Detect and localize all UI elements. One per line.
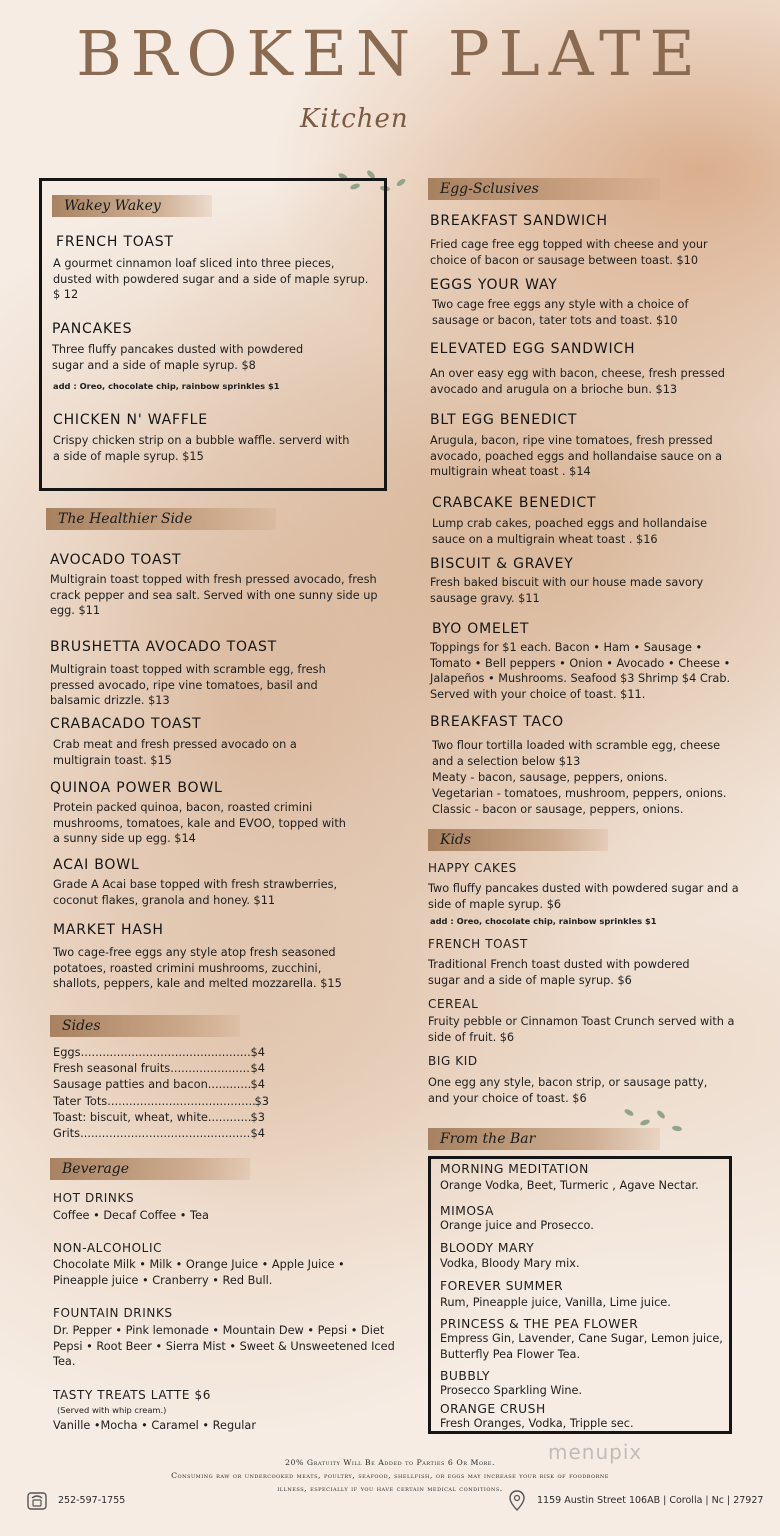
section-heading-beverage: Beverage [50, 1158, 250, 1180]
taco-option: Meaty - bacon, sausage, peppers, onions. [432, 771, 668, 784]
item-desc: Grade A Acai base topped with fresh strawberries, coconut flakes, granola and honey. $11 [53, 878, 338, 907]
item-title: FRENCH TOAST [428, 937, 528, 951]
item-desc: Traditional French toast dusted with powdered sugar and a side of maple syrup. $6 [428, 958, 690, 987]
item-title: EGGS YOUR WAY [430, 277, 558, 293]
food-warning: Consuming raw or undercooked meats, poultry, seafood, shellfish, or eggs may increase your risk of foodborne [171, 1471, 609, 1480]
item-desc: Lump crab cakes, poached eggs and hollandaise sauce on a multigrain wheat toast . $16 [432, 517, 708, 546]
taco-option: Classic - bacon or sausage, peppers, onions. [432, 803, 684, 816]
item-title: BRUSHETTA AVOCADO TOAST [50, 639, 278, 655]
drink-title: ORANGE CRUSH [440, 1402, 546, 1416]
phone-icon [26, 1490, 48, 1512]
item-note: add : Oreo, chocolate chip, rainbow sprinkles $1 [53, 381, 280, 391]
drink-title: BLOODY MARY [440, 1241, 535, 1255]
side-item: Fresh seasonal fruits ..... $4 [53, 1060, 265, 1076]
item-title: CRABCAKE BENEDICT [432, 495, 597, 511]
drink-desc: Rum, Pineapple juice, Vanilla, Lime juice. [440, 1296, 671, 1309]
drink-desc: Vodka, Bloody Mary mix. [440, 1257, 580, 1270]
gratuity-notice: 20% Gratuity Will Be Added to Parties 6 Or More. [285, 1458, 495, 1467]
side-item: Tater Tots ..... $3 [53, 1093, 269, 1109]
beverage-group-desc: Dr. Pepper • Pink lemonade • Mountain Dew • Pepsi • Diet Pepsi • Root Beer • Sierra Mist • Sweet & Unsweetened Iced Tea. [53, 1324, 395, 1369]
beverage-group-desc: Vanille •Mocha • Caramel • Regular [53, 1419, 256, 1432]
beverage-group-title: TASTY TREATS LATTE $6 [53, 1388, 211, 1402]
drink-title: PRINCESS & THE PEA FLOWER [440, 1317, 639, 1331]
phone-number: 252-597-1755 [58, 1495, 126, 1506]
item-desc: A gourmet cinnamon loaf sliced into three pieces, dusted with powdered sugar and a side of maple syrup. $ 12 [53, 257, 369, 302]
side-item: Eggs ..... $4 [53, 1044, 265, 1060]
item-desc: Crab meat and fresh pressed avocado on a multigrain toast. $15 [53, 738, 297, 767]
item-title: CRABACADO TOAST [50, 716, 202, 732]
drink-desc: Fresh Oranges, Vodka, Tripple sec. [440, 1417, 634, 1430]
item-desc: Fried cage free egg topped with cheese and your choice of bacon or sausage between toast. $10 [430, 238, 708, 267]
sides-list [53, 1044, 269, 1141]
restaurant-title: BROKEN PLATE [76, 17, 704, 90]
section-heading-wakey: Wakey Wakey [52, 195, 212, 217]
item-desc: Two cage free eggs any style with a choice of sausage or bacon, tater tots and toast. $10 [432, 298, 689, 327]
watermark-text: menupix [548, 1440, 643, 1464]
item-desc: Two flour tortilla loaded with scramble egg, cheese and a selection below $13 [432, 739, 721, 768]
item-desc: Two fluffy pancakes dusted with powdered sugar and a side of maple syrup. $6 [428, 882, 739, 911]
drink-desc: Empress Gin, Lavender, Cane Sugar, Lemon juice, Butterfly Pea Flower Tea. [440, 1332, 723, 1361]
drink-title: MORNING MEDITATION [440, 1162, 589, 1176]
side-item: Toast: biscuit, wheat, white ..... $3 [53, 1109, 265, 1125]
beverage-group-desc: Coffee • Decaf Coffee • Tea [53, 1209, 209, 1222]
item-title: QUINOA POWER BOWL [50, 780, 223, 796]
item-desc: Arugula, bacon, ripe vine tomatoes, fresh pressed avocado, poached eggs and hollandaise sauce on a multigrain wheat toast . $14 [430, 434, 723, 479]
item-title: PANCAKES [52, 321, 133, 337]
item-title: AVOCADO TOAST [50, 552, 182, 568]
item-title: FRENCH TOAST [56, 234, 174, 250]
item-title: ACAI BOWL [53, 857, 140, 873]
item-title: BREAKFAST SANDWICH [430, 213, 608, 229]
section-heading-bar: From the Bar [428, 1128, 660, 1150]
item-desc: Protein packed quinoa, bacon, roasted crimini mushrooms, tomatoes, kale and EVOO, topped with a sunny side up egg. $14 [53, 801, 346, 846]
item-title: BIG KID [428, 1054, 478, 1068]
item-note: add : Oreo, chocolate chip, rainbow sprinkles $1 [430, 916, 657, 926]
drink-desc: Orange Vodka, Beet, Turmeric , Agave Nectar. [440, 1179, 699, 1192]
item-title: CHICKEN N' WAFFLE [53, 412, 208, 428]
item-desc: One egg any style, bacon strip, or sausage patty, and your choice of toast. $6 [428, 1076, 708, 1105]
address: 1159 Austin Street 106AB | Corolla | Nc | 27927 [537, 1495, 764, 1506]
item-title: BREAKFAST TACO [430, 714, 564, 730]
section-heading-kids: Kids [428, 829, 608, 851]
section-heading-healthier: The Healthier Side [46, 508, 276, 530]
item-title: MARKET HASH [53, 922, 164, 938]
item-desc: Fresh baked biscuit with our house made savory sausage gravy. $11 [430, 576, 704, 605]
drink-desc: Orange juice and Prosecco. [440, 1219, 594, 1232]
drink-title: FOREVER SUMMER [440, 1279, 564, 1293]
location-pin-icon [508, 1490, 526, 1512]
drink-title: BUBBLY [440, 1369, 491, 1383]
restaurant-subtitle: Kitchen [300, 104, 409, 134]
item-title: BLT EGG BENEDICT [430, 412, 578, 428]
beverage-group-title: HOT DRINKS [53, 1191, 135, 1205]
item-desc: Three fluffy pancakes dusted with powdered sugar and a side of maple syrup. $8 [52, 343, 304, 372]
taco-option: Vegetarian - tomatoes, mushroom, peppers, onions. [432, 787, 727, 800]
item-title: CEREAL [428, 997, 479, 1011]
item-title: ELEVATED EGG SANDWICH [430, 341, 636, 357]
drink-title: MIMOSA [440, 1204, 494, 1218]
section-heading-eggsclusives: Egg-Sclusives [428, 178, 660, 200]
item-desc: Multigrain toast topped with fresh pressed avocado, fresh crack pepper and sea salt. Served with one sunny side up egg. $11 [50, 573, 378, 618]
item-desc: Multigrain toast topped with scramble egg, fresh pressed avocado, ripe vine tomatoes, basil and balsamic drizzle. $13 [50, 663, 326, 708]
item-desc: Fruity pebble or Cinnamon Toast Crunch served with a side of fruit. $6 [428, 1015, 735, 1044]
beverage-group-title: FOUNTAIN DRINKS [53, 1306, 173, 1320]
item-desc: Toppings for $1 each. Bacon • Ham • Sausage • Tomato • Bell peppers • Onion • Avocado • Cheese • Jalapeños • Mushrooms. Seafood $3 Shrimp $4 Crab. Served with your choice of toast. $11. [430, 641, 731, 701]
item-desc: Two cage-free eggs any style atop fresh seasoned potatoes, roasted crimini mushrooms, zucchini, shallots, peppers, kale and melted mozzarella. $15 [53, 946, 342, 991]
side-item: Sausage patties and bacon ..... $4 [53, 1076, 265, 1092]
drink-desc: Prosecco Sparkling Wine. [440, 1384, 583, 1397]
section-heading-sides: Sides [50, 1015, 240, 1037]
food-warning: illness, especially if you have certain medical conditions. [277, 1484, 503, 1493]
item-desc: Crispy chicken strip on a bubble waffle. serverd with a side of maple syrup. $15 [53, 434, 350, 463]
item-title: BISCUIT & GRAVEY [430, 556, 574, 572]
beverage-group-desc: Chocolate Milk • Milk • Orange Juice • Apple Juice • Pineapple juice • Cranberry • Red Bull. [53, 1258, 345, 1287]
item-title: BYO OMELET [432, 621, 530, 637]
beverage-group-note: (Served with whip cream.) [57, 1405, 167, 1415]
beverage-group-title: NON-ALCOHOLIC [53, 1241, 163, 1255]
side-item: Grits ..... $4 [53, 1125, 265, 1141]
item-desc: An over easy egg with bacon, cheese, fresh pressed avocado and arugula on a brioche bun. $13 [430, 367, 725, 396]
item-title: HAPPY CAKES [428, 861, 517, 875]
